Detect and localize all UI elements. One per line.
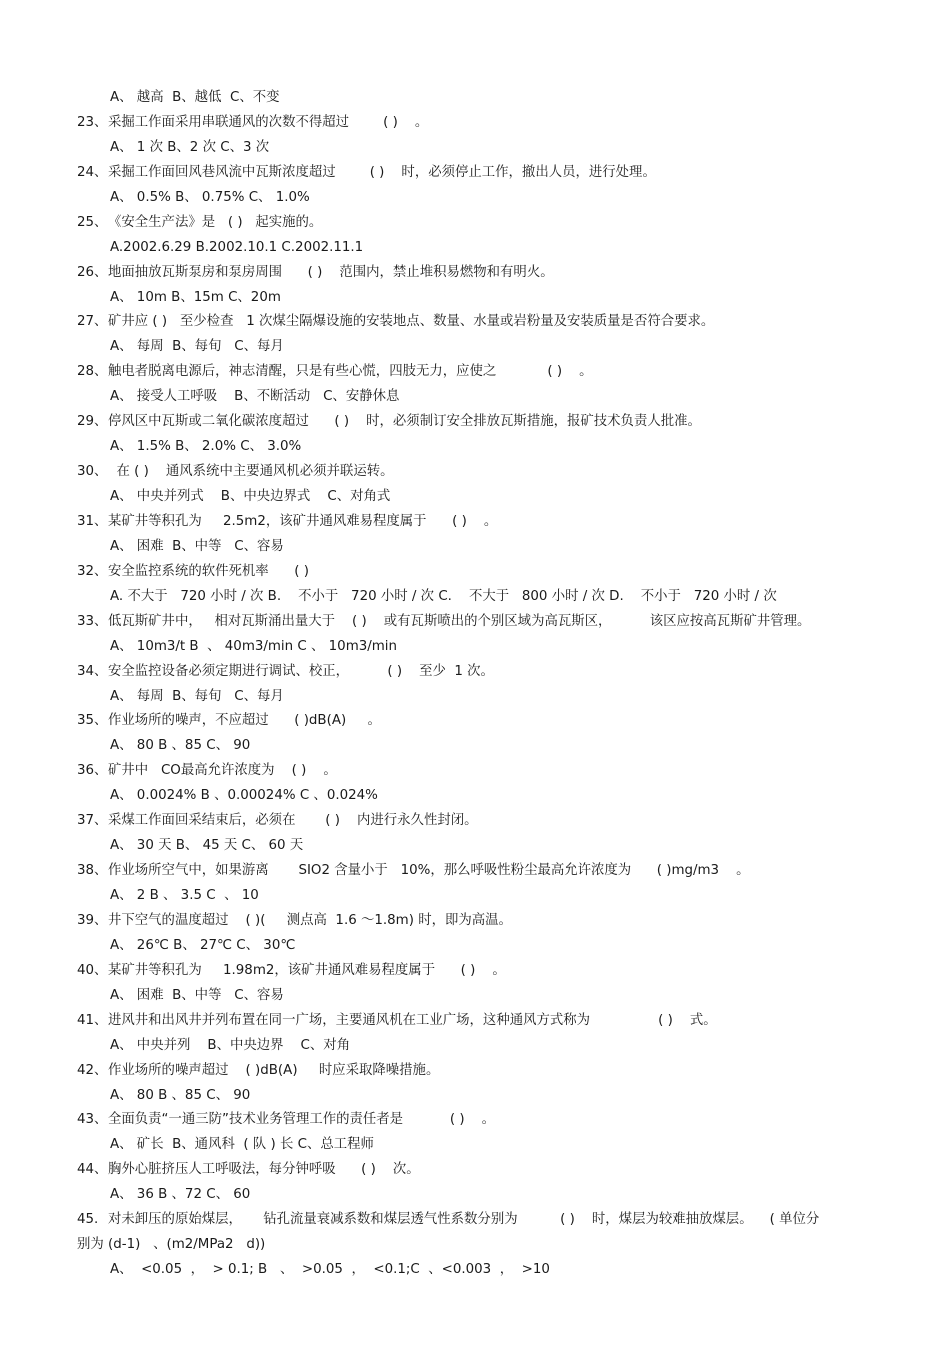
question-number: 40、 <box>77 962 108 978</box>
answer-line: A.2002.6.29 B.2002.10.1 C.2002.11.1 <box>110 239 364 255</box>
answer-line: A、 每周 B、每旬 C、每月 <box>110 688 284 704</box>
question-text: 井下空气的温度超过 ( )( 测点高 1.6 ～1.8m) 时，即为高温。 <box>108 912 512 928</box>
question-line <box>0 360 950 385</box>
question-text: 《安全生产法》是 ( ) 起实施的。 <box>108 214 323 230</box>
question-number: 27、 <box>77 314 108 330</box>
question-line <box>0 1059 950 1084</box>
answer-line: A、 80 B 、85 C、 90 <box>110 738 251 754</box>
question-text: 地面抽放瓦斯泵房和泵房周围 ( ) 范围内，禁止堆积易燃物和有明火。 <box>108 264 554 280</box>
question-number: 31、 <box>77 513 108 529</box>
question-number: 32、 <box>77 563 108 579</box>
answer-line: A、 80 B 、85 C、 90 <box>110 1087 251 1103</box>
question-text: 采煤工作面回采结束后，必须在 ( ) 内进行永久性封闭。 <box>108 813 478 829</box>
answer-line: A、 36 B 、72 C、 60 <box>110 1187 251 1203</box>
answer-line: A、 困难 B、中等 C、容易 <box>110 538 284 554</box>
question-line <box>0 660 950 685</box>
question-number: 28、 <box>77 364 108 380</box>
question-line <box>0 610 950 635</box>
question-number: 43、 <box>77 1112 108 1128</box>
answer-line: A、 每周 B、每旬 C、每月 <box>110 339 284 355</box>
question-line <box>0 560 950 585</box>
answer-line: A、 0.0024% B 、0.00024% C 、0.024% <box>110 788 378 804</box>
answer-line: A、 10m3/t B 、 40m3/min C 、 10m3/min <box>110 638 398 654</box>
question-number: 34、 <box>77 663 108 679</box>
question-line <box>0 211 950 236</box>
question-line <box>0 809 950 834</box>
answer-line: A、 中央并列 B、中央边界 C、对角 <box>110 1037 351 1053</box>
question-text: 触电者脱离电源后，神志清醒，只是有些心慌，四肢无力，应使之 ( ) 。 <box>108 364 593 380</box>
question-line <box>0 410 950 435</box>
question-line <box>0 510 950 535</box>
question-line <box>0 261 950 286</box>
question-number: 29、 <box>77 414 108 430</box>
question-line <box>0 460 950 485</box>
document-page <box>0 86 950 1283</box>
question-line <box>0 1208 950 1233</box>
question-text: 作业场所的噪声，不应超过 ( )dB(A) 。 <box>108 713 381 729</box>
question-line-continued <box>0 1233 950 1258</box>
answer-line: A、 1.5% B、 2.0% C、 3.0% <box>110 439 302 455</box>
question-number: 23、 <box>77 114 108 130</box>
question-line <box>0 1009 950 1034</box>
question-number: 44、 <box>77 1162 108 1178</box>
question-text: 对未卸压的原始煤层， 钻孔流量衰减系数和煤层透气性系数分别为 ( ) 时，煤层为较难抽放煤层。 ( 单位分 <box>108 1212 820 1228</box>
question-text: 全面负责“一通三防”技术业务管理工作的责任者是 ( ) 。 <box>108 1112 496 1128</box>
question-text: 某矿井等积孔为 2.5m2，该矿井通风难易程度属于 ( ) 。 <box>108 513 498 529</box>
question-number: 39、 <box>77 912 108 928</box>
answer-line: A、 0.5% B、 0.75% C、 1.0% <box>110 189 310 205</box>
question-text: 采掘工作面回风巷风流中瓦斯浓度超过 ( ) 时，必须停止工作，撤出人员，进行处理。 <box>108 164 656 180</box>
question-text: 采掘工作面采用串联通风的次数不得超过 ( ) 。 <box>108 114 429 130</box>
question-number: 36、 <box>77 763 108 779</box>
question-number: 37、 <box>77 813 108 829</box>
question-number: 38、 <box>77 863 108 879</box>
question-number: 25、 <box>77 214 108 230</box>
answer-line: A、 30 天 B、 45 天 C、 60 天 <box>110 838 304 854</box>
question-text: 矿井应 ( ) 至少检查 1 次煤尘隔爆设施的安装地点、数量、水量或岩粉量及安装质量是否符合要求。 <box>108 314 715 330</box>
question-number: 24、 <box>77 164 108 180</box>
question-line <box>0 909 950 934</box>
answer-line: A、 1 次 B、2 次 C、3 次 <box>110 139 270 155</box>
question-line <box>0 310 950 335</box>
question-text: 别为 (d-1) 、(m2/MPa2 d)) <box>77 1237 266 1253</box>
answer-line: A、 矿长 B、通风科 ( 队 ) 长 C、总工程师 <box>110 1137 374 1153</box>
question-number: 26、 <box>77 264 108 280</box>
question-line <box>0 1158 950 1183</box>
question-line <box>0 1108 950 1133</box>
question-line <box>0 959 950 984</box>
answer-line: A、 2 B 、 3.5 C 、 10 <box>110 888 259 903</box>
question-line <box>0 709 950 734</box>
question-line <box>0 111 950 136</box>
question-text: 某矿井等积孔为 1.98m2，该矿井通风难易程度属于 ( ) 。 <box>108 962 506 978</box>
question-number: 30、 <box>77 464 108 480</box>
question-text: 在 ( ) 通风系统中主要通风机必须并联运转。 <box>108 464 394 480</box>
question-text: 作业场所空气中，如果游离 SIO2 含量小于 10%，那么呼吸性粉尘最高允许浓度为 ( )mg/m3 。 <box>108 863 750 879</box>
question-number: 41、 <box>77 1012 108 1028</box>
question-text: 安全监控系统的软件死机率 ( ) <box>108 563 309 579</box>
answer-line: A、 26℃ B、 27℃ C、 30℃ <box>110 937 296 953</box>
answer-line: A、 困难 B、中等 C、容易 <box>110 987 284 1003</box>
question-text: 矿井中 CO最高允许浓度为 ( ) 。 <box>108 763 337 779</box>
question-number: 45. <box>77 1212 99 1228</box>
question-text: 作业场所的噪声超过 ( )dB(A) 时应采取降噪措施。 <box>108 1062 440 1078</box>
question-line <box>0 759 950 784</box>
question-line <box>0 161 950 186</box>
question-number: 33、 <box>77 613 108 629</box>
question-text: 进风井和出风井并列布置在同一广场，主要通风机在工业广场，这种通风方式称为 ( ) 式。 <box>108 1012 717 1028</box>
question-text: 低瓦斯矿井中， 相对瓦斯涌出量大于 ( ) 或有瓦斯喷出的个别区域为高瓦斯区， 该区应按高瓦斯矿井管理。 <box>108 613 811 629</box>
answer-line: A、 10m B、15m C、20m <box>110 289 281 305</box>
answer-line: A、 接受人工呼吸 B、不断活动 C、安静休息 <box>110 389 400 405</box>
answer-line: A、 越高 B、越低 C、不变 <box>110 90 280 105</box>
question-line <box>0 859 950 884</box>
answer-line: A、 <0.05 ， > 0.1; B 、 >0.05 ， <0.1;C 、<0.003 ， >10 <box>110 1262 550 1278</box>
question-text: 安全监控设备必须定期进行调试、校正， ( ) 至少 1 次。 <box>108 663 494 679</box>
question-number: 35、 <box>77 713 108 729</box>
answer-line: A. 不大于 720 小时 / 次 B. 不小于 720 小时 / 次 C. 不大于 800 小时 / 次 D. 不小于 720 小时 / 次 <box>110 588 777 604</box>
question-number: 42、 <box>77 1062 108 1078</box>
question-text: 停风区中瓦斯或二氧化碳浓度超过 ( ) 时，必须制订安全排放瓦斯措施，报矿技术负责人批准。 <box>108 414 701 430</box>
question-text: 胸外心脏挤压人工呼吸法，每分钟呼吸 ( ) 次。 <box>108 1162 420 1178</box>
answer-line: A、 中央并列式 B、中央边界式 C、对角式 <box>110 489 391 504</box>
